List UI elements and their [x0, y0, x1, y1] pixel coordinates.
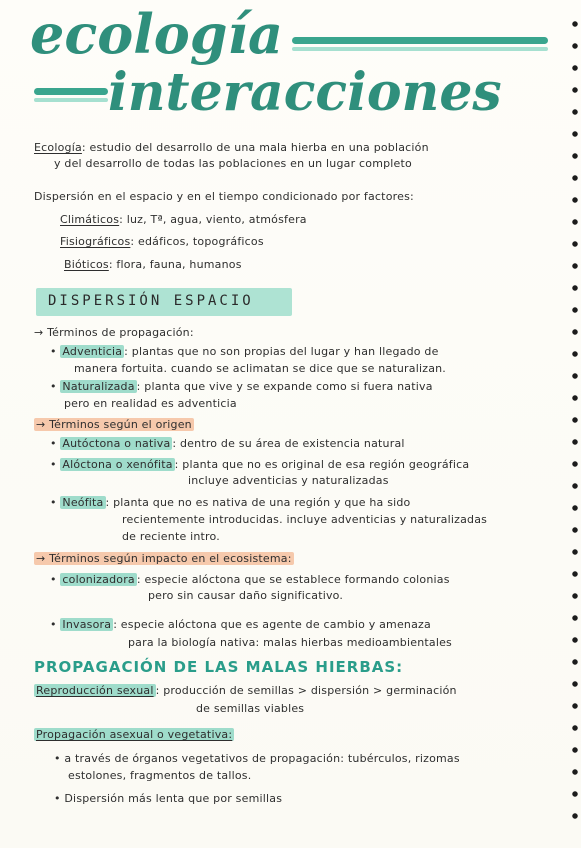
- title-stripe-1: [292, 37, 548, 44]
- group2-item2-line2: incluye adventicias y naturalizadas: [188, 474, 389, 487]
- factor-row-2: [60, 235, 264, 248]
- group1-item2-line2: pero en realidad es adventicia: [64, 397, 237, 410]
- section-heading-dispersion: DISPERSIÓN ESPACIO: [48, 293, 254, 309]
- term-invasora: Invasora: [62, 618, 112, 631]
- title-interacciones: interacciones: [108, 62, 502, 123]
- factor-desc-1: : luz, Tª, agua, viento, atmósfera: [119, 213, 307, 226]
- spiral-binding: [571, 20, 579, 830]
- group2-item3-def: : planta que no es nativa de una región y que ha sido: [105, 496, 411, 509]
- group3-item2-line1: • Invasora : especie alóctona que es agente de cambio y amenaza: [50, 618, 431, 631]
- term-autoctona: Autóctona o nativa: [62, 437, 171, 450]
- group2-item3-line3: de reciente intro.: [122, 530, 220, 543]
- factor-name-3: Bióticos: [64, 258, 109, 271]
- intro-def-line1: [34, 141, 429, 154]
- title-stripe-1b: [292, 47, 548, 51]
- term-propagacion-asexual: Propagación asexual o vegetativa:: [36, 728, 233, 741]
- factor-row-3: [64, 258, 242, 271]
- title-stripe-2b: [34, 98, 108, 102]
- sexual-def: : producción de semillas > dispersión > germinación: [155, 684, 457, 697]
- group2-title: [34, 418, 194, 431]
- intro-def-line2: y del desarrollo de todas las poblaciones en un lugar completo: [54, 157, 412, 170]
- asexual-item1-line1: • a través de órganos vegetativos de propagación: tubérculos, rizomas: [54, 752, 460, 765]
- title-ecologia: ecología: [30, 2, 284, 66]
- asexual-title: [34, 728, 234, 741]
- factor-desc-3: : flora, fauna, humanos: [108, 258, 242, 271]
- factor-desc-2: : edáficos, topográficos: [130, 235, 264, 248]
- factor-name-1: Climáticos: [60, 213, 120, 226]
- group1-item1-line1: • Adventicia : plantas que no son propias del lugar y han llegado de: [50, 345, 439, 358]
- group2-item2-line1: • Alóctona o xenófita : planta que no es original de esa región geográfica: [50, 458, 470, 471]
- group3-title-text: → Términos según impacto en el ecosistema:: [36, 552, 292, 565]
- group2-item2-def: : planta que no es original de esa región geográfica: [174, 458, 470, 471]
- asexual-item1-text: a través de órganos vegetativos de propagación: tubérculos, rizomas: [64, 752, 460, 765]
- title-stripe-2: [34, 88, 108, 95]
- sexual-line1: [34, 684, 457, 697]
- group3-item2-def: : especie alóctona que es agente de cambio y amenaza: [113, 618, 431, 631]
- group2-item1-line1: • Autóctona o nativa : dentro de su área de existencia natural: [50, 437, 405, 450]
- group1-item2-line1: • Naturalizada : planta que vive y se expande como si fuera nativa: [50, 380, 433, 393]
- group3-item1-def: : especie alóctona que se establece formando colonias: [136, 573, 450, 586]
- term-neofita: Neófita: [62, 496, 104, 509]
- factor-name-2: Fisiográficos: [60, 235, 131, 248]
- group2-item3-line2: recientemente introducidas. incluye adventicias y naturalizadas: [122, 513, 488, 526]
- group2-item1-def: : dentro de su área de existencia natural: [172, 437, 405, 450]
- intro-term: Ecología: [34, 141, 82, 154]
- group3-item1-line2: pero sin causar daño significativo.: [148, 589, 344, 602]
- term-reproduccion-sexual: Reproducción sexual: [36, 684, 154, 697]
- group3-item2-line2: para la biología nativa: malas hierbas medioambientales: [128, 636, 452, 649]
- group3-title: [34, 552, 294, 565]
- asexual-item2-text: Dispersión más lenta que por semillas: [64, 792, 283, 805]
- group1-item1-def: : plantas que no son propias del lugar y han llegado de: [124, 345, 439, 358]
- asexual-item2-line1: • Dispersión más lenta que por semillas: [54, 792, 283, 805]
- group1-item2-def: : planta que vive y se expande como si fuera nativa: [136, 380, 433, 393]
- section2-heading: PROPAGACIÓN DE LAS MALAS HIERBAS:: [34, 658, 404, 676]
- group1-item1-line2: manera fortuita. cuando se aclimatan se dice que se naturalizan.: [74, 362, 446, 375]
- sexual-line2: de semillas viables: [196, 702, 305, 715]
- term-naturalizada: Naturalizada: [62, 380, 135, 393]
- intro-def1-text: : estudio del desarrollo de una mala hierba en una población: [81, 141, 429, 154]
- group1-title: → Términos de propagación:: [34, 326, 194, 339]
- intro-dispersion: Dispersión en el espacio y en el tiempo condicionado por factores:: [34, 190, 414, 203]
- group3-item1-line1: • colonizadora : especie alóctona que se establece formando colonias: [50, 573, 450, 586]
- term-colonizadora: colonizadora: [62, 573, 135, 586]
- term-adventicia: Adventicia: [62, 345, 123, 358]
- term-aloctona: Alóctona o xenófita: [62, 458, 173, 471]
- group2-title-text: → Términos según el origen: [36, 418, 192, 431]
- asexual-item1-line2: estolones, fragmentos de tallos.: [68, 769, 252, 782]
- group2-item3-line1: • Neófita : planta que no es nativa de una región y que ha sido: [50, 496, 411, 509]
- factor-row-1: [60, 213, 307, 226]
